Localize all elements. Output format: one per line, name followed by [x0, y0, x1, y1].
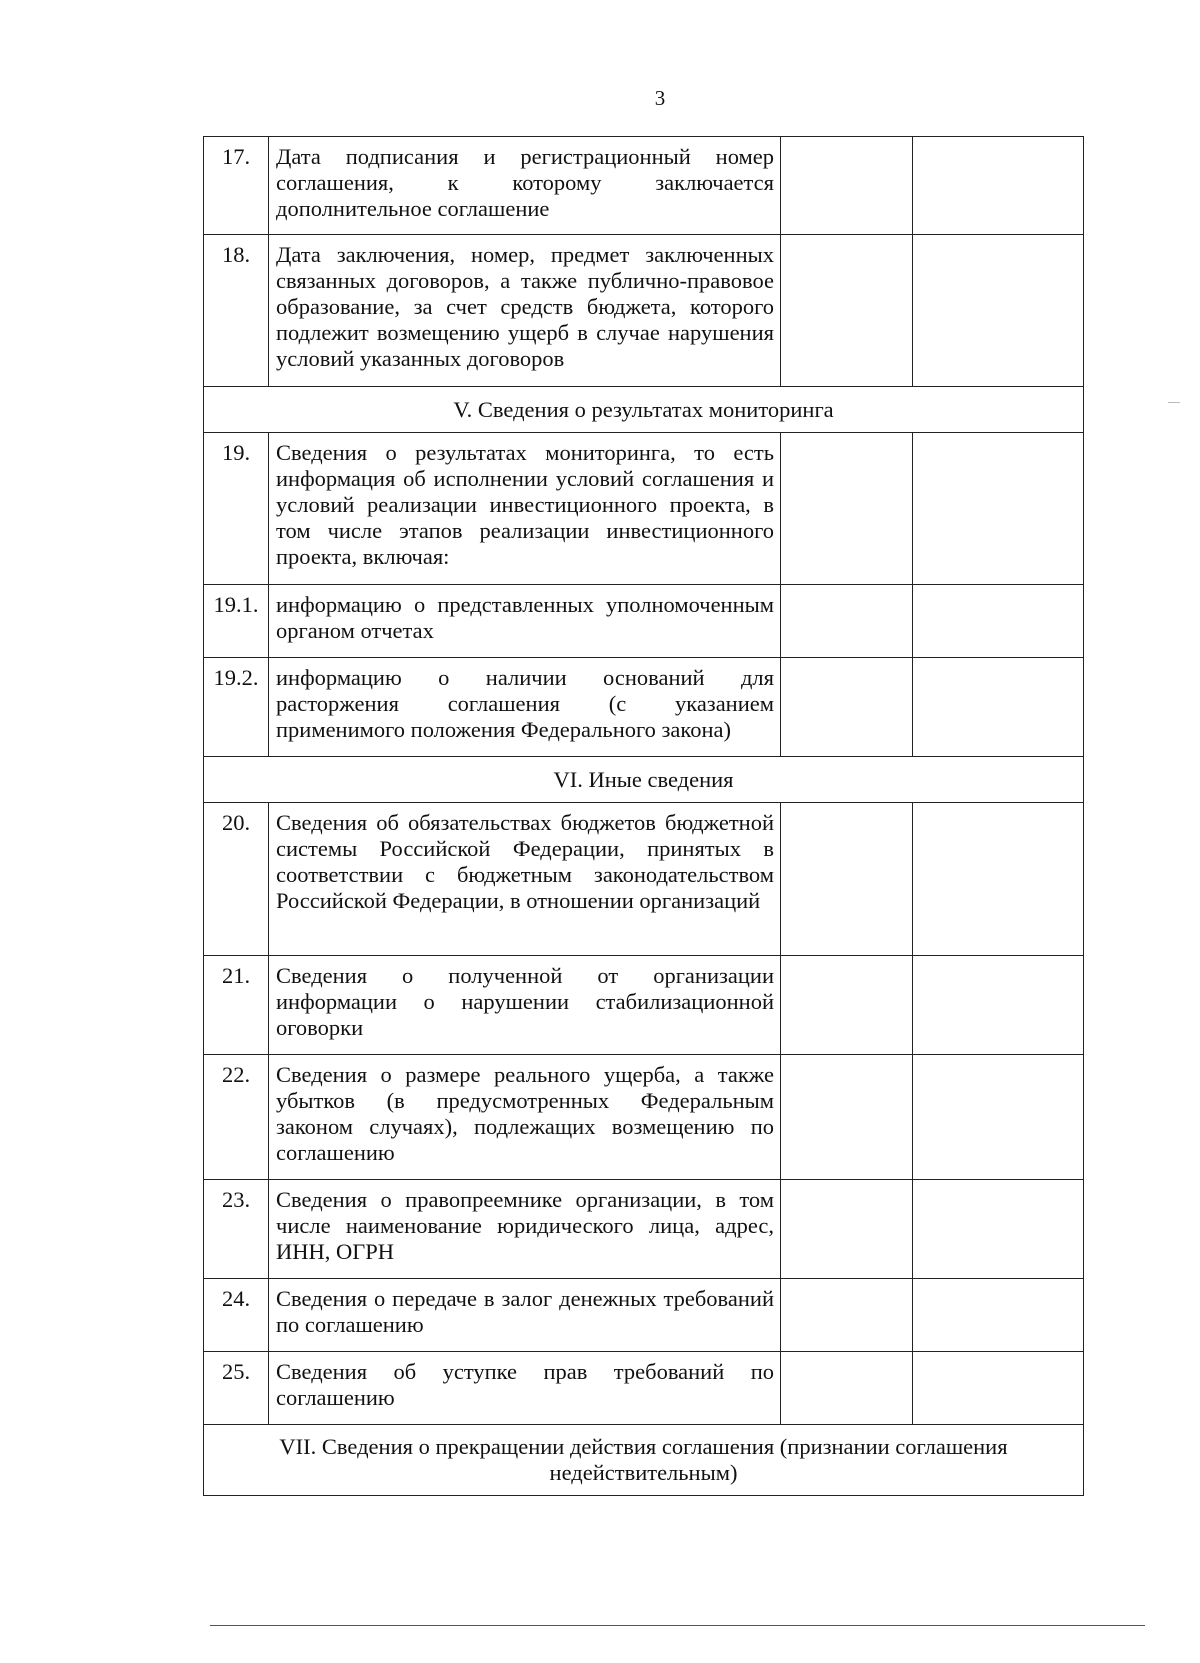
row-description: Дата заключения, номер, предмет заключенных связанных договоров, а также публично-правовое образование, за счет средств бюджета, которого подлежит возмещению ущерб в случае нарушения условий указанных договоров	[269, 235, 781, 387]
note-cell[interactable]	[913, 585, 1084, 658]
value-cell[interactable]	[781, 235, 913, 387]
value-cell[interactable]	[781, 803, 913, 956]
margin-mark	[1168, 402, 1180, 403]
section-row	[204, 1425, 1084, 1496]
row-description: информацию о наличии оснований для расторжения соглашения (с указанием применимого положения Федерального закона)	[269, 658, 781, 757]
row-description: Сведения об обязательствах бюджетов бюджетной системы Российской Федерации, принятых в соответствии с бюджетным законодательством Российской Федерации, в отношении организаций	[269, 803, 781, 956]
note-cell[interactable]	[913, 235, 1084, 387]
row-number: 25.	[204, 1352, 269, 1425]
row-description: Сведения о полученной от организации информации о нарушении стабилизационной оговорки	[269, 956, 781, 1055]
row-number: 19.	[204, 433, 269, 585]
note-cell[interactable]	[913, 137, 1084, 235]
row-description: Сведения о передаче в залог денежных требований по соглашению	[269, 1279, 781, 1352]
row-description: Сведения об уступке прав требований по соглашению	[269, 1352, 781, 1425]
value-cell[interactable]	[781, 956, 913, 1055]
value-cell[interactable]	[781, 1055, 913, 1180]
row-description: информацию о представленных уполномоченным органом отчетах	[269, 585, 781, 658]
value-cell[interactable]	[781, 1279, 913, 1352]
row-number: 19.1.	[204, 585, 269, 658]
row-description: Сведения о размере реального ущерба, а также убытков (в предусмотренных Федеральным законом случаях), подлежащих возмещению по соглашению	[269, 1055, 781, 1180]
section-heading: V. Сведения о результатах мониторинга	[204, 387, 1084, 433]
table-row	[204, 658, 1084, 757]
table-row	[204, 1279, 1084, 1352]
footer-rule	[210, 1625, 1145, 1626]
value-cell[interactable]	[781, 658, 913, 757]
note-cell[interactable]	[913, 1279, 1084, 1352]
row-number: 24.	[204, 1279, 269, 1352]
row-number: 23.	[204, 1180, 269, 1279]
value-cell[interactable]	[781, 137, 913, 235]
note-cell[interactable]	[913, 433, 1084, 585]
section-row	[204, 757, 1084, 803]
value-cell[interactable]	[781, 1180, 913, 1279]
table-body	[204, 137, 1084, 1496]
section-heading: VI. Иные сведения	[204, 757, 1084, 803]
table-row	[204, 1180, 1084, 1279]
table-row	[204, 803, 1084, 956]
table-row	[204, 433, 1084, 585]
section-heading: VII. Сведения о прекращении действия соглашения (признании соглашения недействительным)	[204, 1425, 1084, 1496]
value-cell[interactable]	[781, 585, 913, 658]
row-number: 21.	[204, 956, 269, 1055]
table-row	[204, 1055, 1084, 1180]
row-number: 17.	[204, 137, 269, 235]
note-cell[interactable]	[913, 658, 1084, 757]
section-row	[204, 387, 1084, 433]
value-cell[interactable]	[781, 433, 913, 585]
note-cell[interactable]	[913, 1055, 1084, 1180]
registry-table	[203, 136, 1084, 1496]
table-row	[204, 956, 1084, 1055]
row-description: Сведения о правопреемнике организации, в том числе наименование юридического лица, адрес, ИНН, ОГРН	[269, 1180, 781, 1279]
table-row	[204, 235, 1084, 387]
value-cell[interactable]	[781, 1352, 913, 1425]
table-row	[204, 1352, 1084, 1425]
note-cell[interactable]	[913, 956, 1084, 1055]
row-number: 19.2.	[204, 658, 269, 757]
row-description: Дата подписания и регистрационный номер соглашения, к которому заключается дополнительное соглашение	[269, 137, 781, 235]
note-cell[interactable]	[913, 803, 1084, 956]
row-number: 20.	[204, 803, 269, 956]
page-number: 3	[654, 86, 666, 110]
table-row	[204, 137, 1084, 235]
note-cell[interactable]	[913, 1180, 1084, 1279]
row-description: Сведения о результатах мониторинга, то есть информация об исполнении условий соглашения и условий реализации инвестиционного проекта, в том числе этапов реализации инвестиционного проекта, включая:	[269, 433, 781, 585]
row-number: 18.	[204, 235, 269, 387]
row-number: 22.	[204, 1055, 269, 1180]
note-cell[interactable]	[913, 1352, 1084, 1425]
table-row	[204, 585, 1084, 658]
